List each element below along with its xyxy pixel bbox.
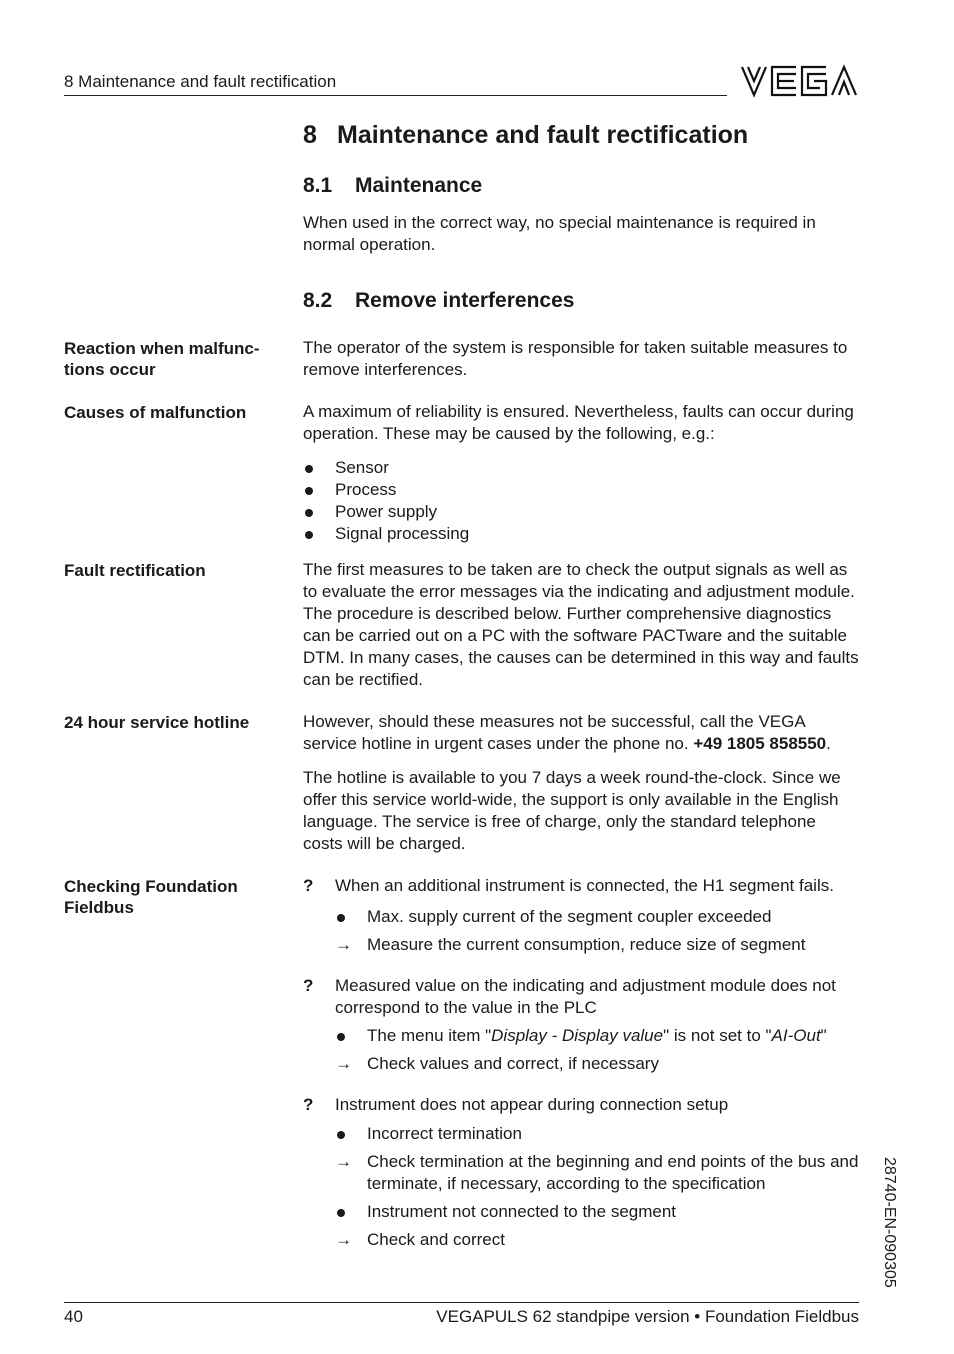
fault-label: Fault rectification xyxy=(64,561,206,580)
section-8-2-heading xyxy=(303,289,574,313)
question-icon: ? xyxy=(303,976,314,995)
causes-label: Causes of malfunction xyxy=(64,403,247,422)
section-title: Maintenance xyxy=(355,174,483,197)
hotline-phone: +49 1805 858550 xyxy=(693,734,827,753)
checking-label: Checking Foundation Fieldbus xyxy=(64,877,238,917)
section-8-1-heading xyxy=(303,174,482,198)
bullet-icon xyxy=(337,1209,345,1217)
bullet-icon xyxy=(337,914,345,922)
reaction-text: The operator of the system is responsible for taken suitable measures to remove interferences. xyxy=(303,338,848,379)
arrow-right-icon: → xyxy=(335,1230,352,1249)
hotline-text: However, should these measures not be successful, call the VEGA service hotline in urgent cases under the phone no. +49 1805 858550. xyxy=(303,712,831,753)
question-icon: ? xyxy=(303,1095,314,1114)
bullet-icon xyxy=(337,1033,345,1041)
running-header: 8 Maintenance and fault rectification xyxy=(64,72,337,91)
section-title: Remove interferences xyxy=(355,289,575,312)
bullet-icon xyxy=(305,465,313,473)
question-icon: ? xyxy=(303,876,314,895)
hotline-label: 24 hour service hotline xyxy=(64,713,250,732)
section-number: 8.2 xyxy=(303,289,333,312)
bullet-icon xyxy=(305,487,313,495)
fault-text: The first measures to be taken are to check the output signals as well as to evaluate the error messages via the indicating and adjustment module. The procedure is described below. Further comprehensive diagnostics can be carried out on a PC with the software PACTware and the suitable DTM. In many cases, the causes can be determined in this way and faults can be rectified. xyxy=(303,560,859,689)
page-number: 40 xyxy=(64,1307,83,1326)
title-text: Maintenance and fault rectification xyxy=(337,121,749,149)
arrow-right-icon: → xyxy=(335,935,352,954)
vega-logo xyxy=(740,64,858,98)
section-number: 8.1 xyxy=(303,174,333,197)
footer-title: VEGAPULS 62 standpipe version • Foundation Fieldbus xyxy=(436,1307,859,1326)
bullet-icon xyxy=(337,1131,345,1139)
hotline-text-2: The hotline is available to you 7 days a week round-the-clock. Since we offer this service world-wide, the support is only available in the English language. The service is free of charge, only the standard telephone costs will be charged. xyxy=(303,768,841,853)
causes-text: A maximum of reliability is ensured. Nevertheless, faults can occur during operation. These may be caused by the following, e.g.: xyxy=(303,402,854,443)
title-number: 8 xyxy=(303,121,317,149)
header-rule xyxy=(64,95,727,96)
arrow-right-icon: → xyxy=(335,1152,352,1171)
footer-rule xyxy=(64,1302,859,1303)
page-title xyxy=(303,121,748,150)
document-code: 28740-EN-090305 xyxy=(881,1157,898,1288)
arrow-right-icon: → xyxy=(335,1054,352,1073)
reaction-label: Reaction when malfunc-tions occur xyxy=(64,339,260,379)
bullet-icon xyxy=(305,509,313,517)
maintenance-text: When used in the correct way, no special maintenance is required in normal operation. xyxy=(303,213,816,254)
bullet-icon xyxy=(305,531,313,539)
